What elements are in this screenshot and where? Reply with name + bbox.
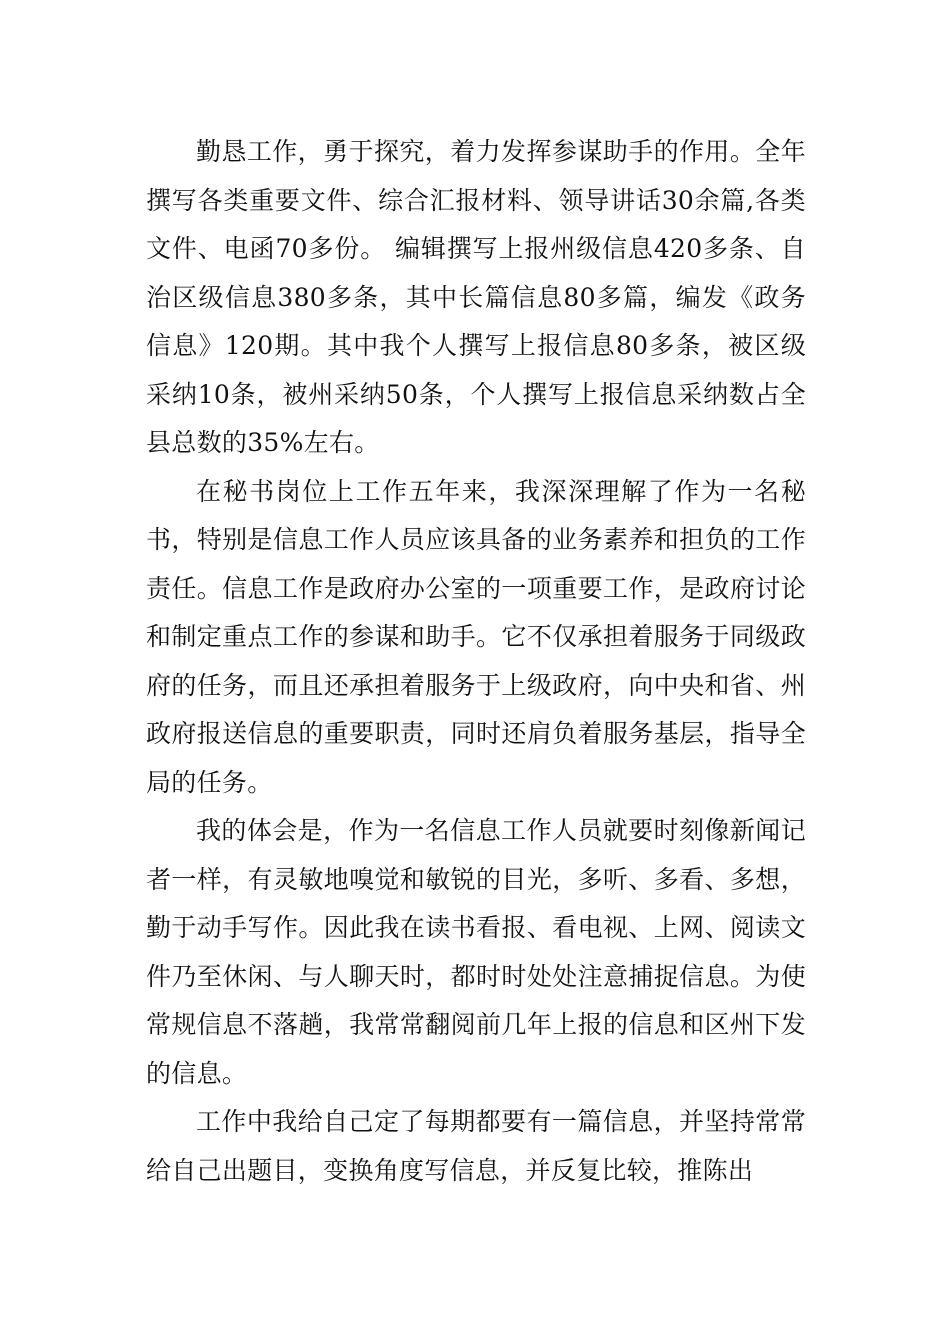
document-body	[146, 128, 806, 1195]
paragraph: 勤恳工作，勇于探究，着力发挥参谋助手的作用。全年撰写各类重要文件、综合汇报材料、领导讲话30余篇,各类文件、电函70多份。 编辑撰写上报州级信息420多条、自治区级信息380多条，其中长篇信息80多篇，编发《政务信息》120期。其中我个人撰写上报信息80多条，被区级采纳10条，被州采纳50条，个人撰写上报信息采纳数占全县总数的35%左右。	[146, 137, 806, 457]
paragraph: 我的体会是，作为一名信息工作人员就要时刻像新闻记者一样，有灵敏地嗅觉和敏锐的目光，多听、多看、多想，勤于动手写作。因此我在读书看报、看电视、上网、阅读文件乃至休闲、与人聊天时，都时时处处注意捕捉信息。为使常规信息不落趟，我常常翻阅前几年上报的信息和区州下发的信息。	[146, 816, 806, 1088]
paragraph: 工作中我给自己定了每期都要有一篇信息，并坚持常常给自己出题目，变换角度写信息，并反复比较，推陈出	[146, 1107, 806, 1185]
paragraph: 在秘书岗位上工作五年来，我深深理解了作为一名秘书，特别是信息工作人员应该具备的业务素养和担负的工作责任。信息工作是政府办公室的一项重要工作，是政府讨论和制定重点工作的参谋和助手。它不仅承担着服务于同级政府的任务，而且还承担着服务于上级政府，向中央和省、州政府报送信息的重要职责，同时还肩负着服务基层，指导全局的任务。	[146, 476, 806, 797]
